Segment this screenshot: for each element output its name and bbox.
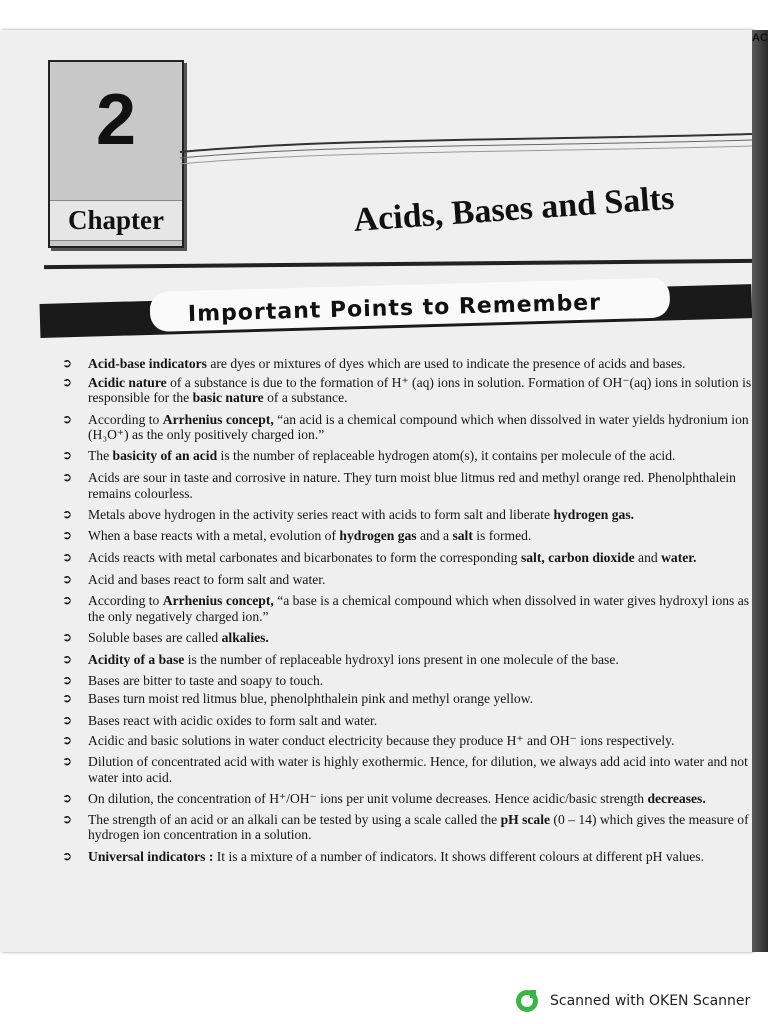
bullet-arrow-icon: ➲ xyxy=(62,732,73,747)
chapter-title: Acids, Bases and Salts xyxy=(352,179,676,240)
point-item xyxy=(62,849,752,865)
point-text: The strength of an acid or an alkali can be tested by using a scale called the xyxy=(88,811,501,827)
point-text: “a base is a chemical compound which when dissolved in water gives hydroxyl ions as the only negatively charged ion.” xyxy=(88,593,750,624)
point-bold-text: hydrogen gas. xyxy=(553,507,635,522)
point-text: of a substance is due to the formation of H⁺ (aq) ions in solution. Formation of OH⁻(aq) ions in solution is responsible for the xyxy=(88,374,752,405)
bullet-arrow-icon: ➲ xyxy=(62,411,73,426)
title-divider xyxy=(44,259,752,269)
section-heading: Important Points to Remember xyxy=(187,290,602,327)
point-text: Soluble bases are called xyxy=(88,630,222,645)
point-item xyxy=(62,812,752,843)
point-text: Acids reacts with metal carbonates and bicarbonates to form the corresponding xyxy=(88,550,521,565)
point-item xyxy=(62,630,752,646)
bullet-arrow-icon: ➲ xyxy=(62,690,73,705)
point-text: is formed. xyxy=(472,527,532,543)
bullet-arrow-icon: ➲ xyxy=(62,630,73,644)
point-item xyxy=(62,673,752,689)
bullet-arrow-icon: ➲ xyxy=(62,713,73,727)
bullet-arrow-icon: ➲ xyxy=(62,754,73,768)
bullet-arrow-icon: ➲ xyxy=(62,356,73,370)
point-bold-text: decreases. xyxy=(647,791,706,806)
point-text: Acids are sour in taste and corrosive in nature. They turn moist blue litmus red and methyl orange red. Phenolphthalein remains colourless. xyxy=(88,470,736,501)
scanner-logo-icon xyxy=(516,990,538,1012)
point-text: According to xyxy=(88,593,163,608)
point-item xyxy=(62,412,752,443)
point-text: Dilution of concentrated acid with water is highly exothermic. Hence, for dilution, we always add acid into water and not water into acid. xyxy=(88,754,748,785)
point-text: is the number of replaceable hydrogen atom(s), it contains per molecule of the acid. xyxy=(217,447,676,463)
bullet-arrow-icon: ➲ xyxy=(62,507,73,521)
adjacent-page-edge xyxy=(752,30,768,952)
point-text: Metals above hydrogen in the activity series react with acids to form salt and liberate xyxy=(88,507,554,522)
point-item xyxy=(62,754,752,785)
point-text: are dyes or mixtures of dyes which are used to indicate the presence of acids and bases. xyxy=(206,356,686,371)
points-list xyxy=(62,356,752,868)
point-bold-text: Universal indicators : xyxy=(88,848,214,864)
bullet-arrow-icon: ➲ xyxy=(62,848,73,863)
point-bold-text: basic nature xyxy=(192,390,264,405)
point-bold-text: hydrogen gas xyxy=(339,527,417,543)
point-item xyxy=(62,550,752,566)
scanner-watermark-text: Scanned with OKEN Scanner xyxy=(550,993,751,1009)
bullet-arrow-icon: ➲ xyxy=(62,470,73,484)
bullet-arrow-icon: ➲ xyxy=(62,593,73,607)
bullet-arrow-icon: ➲ xyxy=(62,791,73,805)
point-text: According to xyxy=(88,411,163,427)
point-item xyxy=(62,791,752,807)
point-item xyxy=(62,356,752,372)
chapter-label: Chapter xyxy=(50,200,182,241)
point-text: It is a mixture of a number of indicators. It shows different colours at different pH values. xyxy=(213,848,704,864)
point-text: and xyxy=(634,550,662,565)
point-bold-text: pH scale xyxy=(500,811,551,827)
bullet-arrow-icon: ➲ xyxy=(62,550,73,564)
point-text: Bases are bitter to taste and soapy to touch. xyxy=(88,673,324,688)
book-page xyxy=(0,30,752,952)
point-bold-text: salt, carbon dioxide xyxy=(520,550,635,565)
chapter-number: 2 xyxy=(95,80,137,160)
bullet-arrow-icon: ➲ xyxy=(62,374,73,389)
point-bold-text: Acidic nature xyxy=(88,374,167,390)
point-item xyxy=(62,528,752,544)
point-text: of a substance. xyxy=(263,390,348,405)
point-item xyxy=(62,470,752,501)
point-item xyxy=(62,448,752,464)
bullet-arrow-icon: ➲ xyxy=(62,811,73,826)
point-item xyxy=(62,652,752,668)
point-text: and a xyxy=(416,527,453,543)
point-bold-text: Acid-base indicators xyxy=(88,356,207,371)
point-item xyxy=(62,593,752,624)
bullet-arrow-icon: ➲ xyxy=(62,527,73,542)
point-bold-text: Arrhenius concept, xyxy=(162,411,274,427)
point-text: “an acid is a chemical compound which when dissolved in water yields hydronium ion (H₃O⁺) as the only positively charged ion.” xyxy=(88,411,749,442)
point-text: Bases turn moist red litmus blue, phenolphthalein pink and methyl orange yellow. xyxy=(88,690,533,706)
point-item xyxy=(62,733,752,749)
bullet-arrow-icon: ➲ xyxy=(62,571,73,586)
point-item xyxy=(62,572,752,588)
point-text: Acidic and basic solutions in water conduct electricity because they produce H⁺ and OH⁻ ions respectively. xyxy=(88,732,675,748)
section-banner xyxy=(40,290,752,342)
point-text: Acid and bases react to form salt and water. xyxy=(88,571,326,587)
point-bold-text: salt xyxy=(452,527,473,543)
point-text: Bases react with acidic oxides to form salt and water. xyxy=(88,713,378,728)
point-text: The xyxy=(88,447,113,463)
point-bold-text: alkalies. xyxy=(221,630,269,645)
point-text: On dilution, the concentration of H⁺/OH⁻ ions per unit volume decreases. Hence acidic/basic strength xyxy=(88,791,648,806)
bullet-arrow-icon: ➲ xyxy=(62,447,73,462)
adjacent-page-text: AC xyxy=(752,32,768,44)
point-item xyxy=(62,713,752,729)
point-bold-text: water. xyxy=(661,550,697,565)
point-item xyxy=(62,691,752,707)
point-item xyxy=(62,375,752,406)
point-item xyxy=(62,507,752,523)
point-bold-text: Arrhenius concept, xyxy=(162,593,274,608)
bullet-arrow-icon: ➲ xyxy=(62,651,73,666)
bullet-arrow-icon: ➲ xyxy=(62,673,73,687)
point-text: is the number of replaceable hydroxyl ions present in one molecule of the base. xyxy=(184,651,619,667)
point-text: When a base reacts with a metal, evolution of xyxy=(88,527,340,543)
chapter-badge xyxy=(48,60,184,248)
point-bold-text: basicity of an acid xyxy=(112,447,218,463)
point-text: (0 – 14) which gives the measure of hydrogen ion concentration in a solution. xyxy=(88,811,749,842)
scanner-watermark xyxy=(516,990,750,1012)
point-bold-text: Acidity of a base xyxy=(88,651,185,667)
